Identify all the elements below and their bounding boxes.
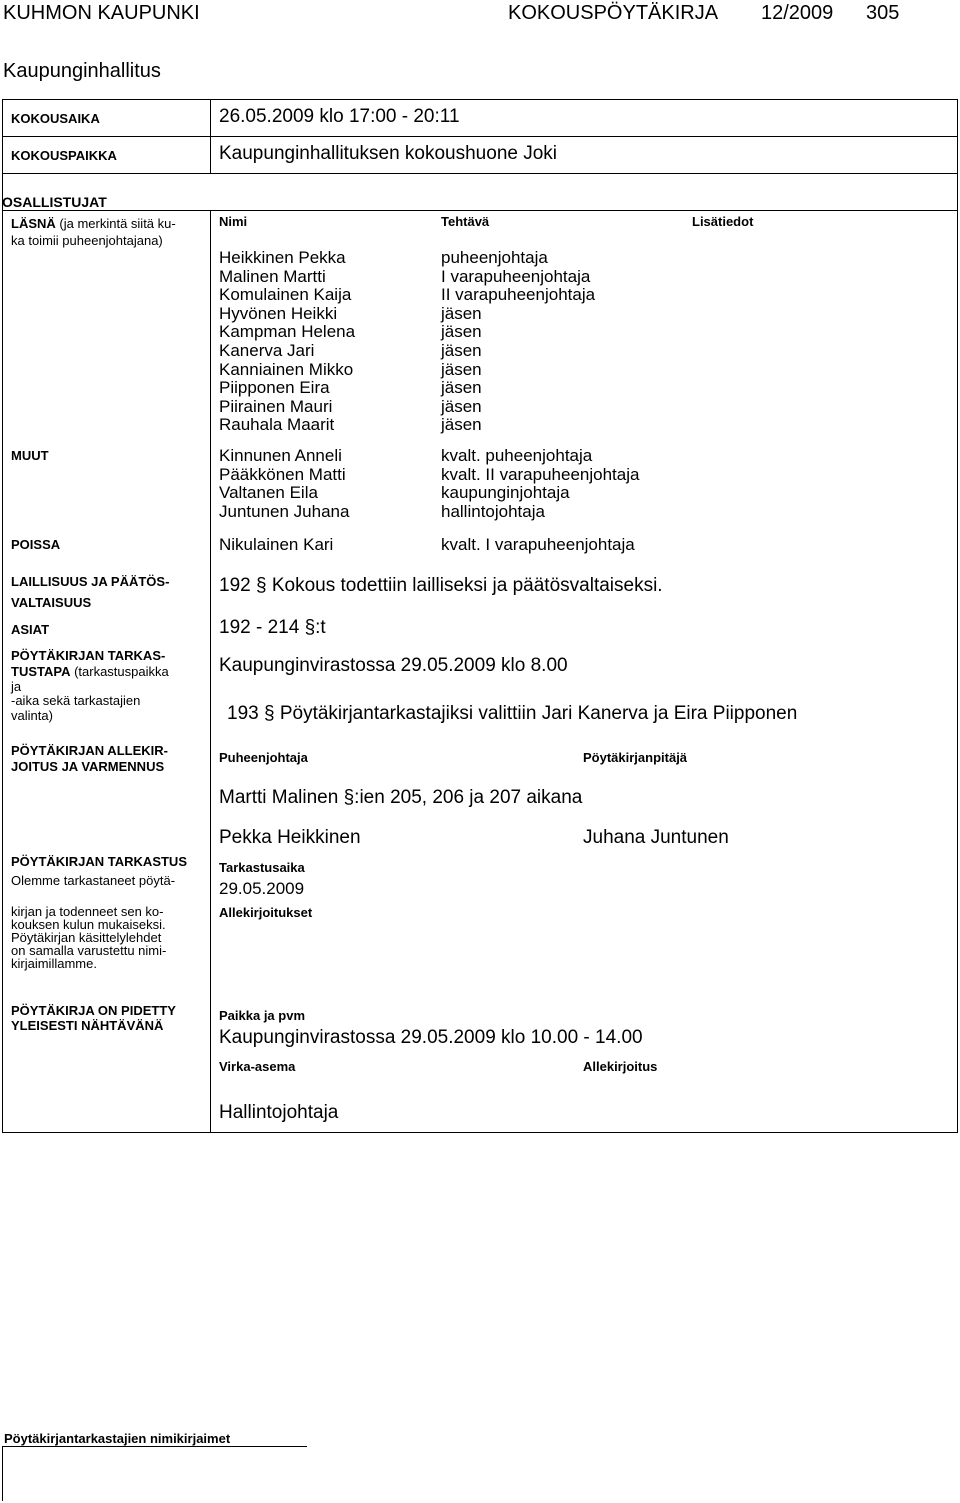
review-text-line: kirjaimillamme. <box>11 956 97 971</box>
legality-label-line1: LAILLISUUS JA PÄÄTÖS- <box>11 574 170 589</box>
rule <box>2 1132 958 1133</box>
signing-label-line2: JOITUS JA VARMENNUS <box>11 759 165 774</box>
meeting-time-label: KOKOUSAIKA <box>11 111 100 126</box>
participant-name: Kanniainen Mikko <box>219 359 354 379</box>
legality-value: 192 § Kokous todettiin lailliseksi ja päätösvaltaiseksi. <box>219 575 663 596</box>
items-value: 192 - 214 §:t <box>219 617 326 638</box>
participant-name: Malinen Martti <box>219 266 326 286</box>
items-label: ASIAT <box>11 622 50 637</box>
public-place-value: Kaupunginvirastossa 29.05.2009 klo 10.00 - 14.00 <box>219 1027 643 1048</box>
participant-role: jäsen <box>441 341 482 360</box>
checking-label-line4: -aika sekä tarkastajien <box>11 693 141 708</box>
review-text-line: kouksen kulun mukaiseksi. <box>11 917 166 932</box>
meeting-time-value: 26.05.2009 klo 17:00 - 20:11 <box>219 106 460 127</box>
page-number: 305 <box>866 2 900 24</box>
others-label: MUUT <box>11 448 49 463</box>
participant-role: II varapuheenjohtaja <box>441 285 596 305</box>
participant-role: kvalt. puheenjohtaja <box>441 446 593 465</box>
present-label-bold: LÄSNÄ <box>11 216 56 231</box>
participant-name: Rauhala Maarit <box>219 415 335 435</box>
participant-role: kvalt. I varapuheenjohtaja <box>441 535 635 554</box>
participant-name: Kanerva Jari <box>219 341 315 360</box>
body-name: Kaupunginhallitus <box>3 60 161 82</box>
rule <box>2 173 958 174</box>
participant-name: Heikkinen Pekka <box>219 248 346 267</box>
rule <box>2 99 3 1133</box>
review-text-rest <box>11 905 207 970</box>
column-name-header: Nimi <box>219 214 248 229</box>
review-time-label: Tarkastusaika <box>219 860 305 875</box>
checking-label-line2 <box>11 664 169 679</box>
participant-role: I varapuheenjohtaja <box>441 266 591 286</box>
position-value: Hallintojohtaja <box>219 1102 339 1123</box>
checking-label-line2-bold: TUSTAPA <box>11 664 71 679</box>
participant-name: Kinnunen Anneli <box>219 446 342 465</box>
participant-name: Nikulainen Kari <box>219 535 334 554</box>
participant-name: Hyvönen Heikki <box>219 303 338 323</box>
review-label: PÖYTÄKIRJAN TARKASTUS <box>11 854 187 869</box>
public-label-line1: PÖYTÄKIRJA ON PIDETTY <box>11 1003 176 1018</box>
legality-label-line2: VALTAISUUS <box>11 595 92 610</box>
signing-label-line1: PÖYTÄKIRJAN ALLEKIR- <box>11 743 168 758</box>
chair-label: Puheenjohtaja <box>219 750 308 765</box>
participant-name: Piirainen Mauri <box>219 396 333 416</box>
checking-label-line3: ja <box>11 679 22 694</box>
review-signatures-label: Allekirjoitukset <box>219 905 313 920</box>
initials-rule <box>2 1446 3 1501</box>
checking-selection: 193 § Pöytäkirjantarkastajiksi valittiin Jari Kanerva ja Eira Piipponen <box>227 703 798 724</box>
present-label <box>11 216 176 231</box>
secretary-name: Juhana Juntunen <box>583 827 729 848</box>
public-label-line2: YLEISESTI NÄHTÄVÄNÄ <box>11 1018 164 1033</box>
participant-name: Komulainen Kaija <box>219 285 352 305</box>
position-label: Virka-asema <box>219 1059 296 1074</box>
checking-label-line1: PÖYTÄKIRJAN TARKAS- <box>11 648 166 663</box>
rule <box>2 99 958 100</box>
absent-label: POISSA <box>11 537 61 552</box>
chair-name: Pekka Heikkinen <box>219 827 361 848</box>
organization-name: KUHMON KAUPUNKI <box>3 2 200 24</box>
review-time-value: 29.05.2009 <box>219 879 305 898</box>
present-label-rest: (ja merkintä siitä ku- <box>55 216 176 231</box>
chair-note: Martti Malinen §:ien 205, 206 ja 207 aikana <box>219 787 583 808</box>
participant-name: Valtanen Eila <box>219 483 318 503</box>
participant-name: Pääkkönen Matti <box>219 464 346 484</box>
participants-title: OSALLISTUJAT <box>2 194 107 210</box>
document-number: 12/2009 <box>761 2 834 24</box>
rule <box>957 99 958 1133</box>
column-role-header: Tehtävä <box>441 214 490 229</box>
review-text-line: kirjan ja todenneet sen ko- <box>11 904 164 919</box>
document-type: KOKOUSPÖYTÄKIRJA <box>508 2 719 24</box>
checking-label-line5: valinta) <box>11 708 53 723</box>
participant-name: Kampman Helena <box>219 322 356 342</box>
initials-rule <box>2 1446 307 1447</box>
rule <box>2 136 958 137</box>
participant-role: puheenjohtaja <box>441 248 548 267</box>
participant-name: Juntunen Juhana <box>219 501 350 521</box>
meeting-place-value: Kaupunginhallituksen kokoushuone Joki <box>219 143 558 164</box>
column-info-header: Lisätiedot <box>692 214 754 229</box>
participant-role: jäsen <box>441 415 482 435</box>
participant-name: Piipponen Eira <box>219 378 330 398</box>
checking-place: Kaupunginvirastossa 29.05.2009 klo 8.00 <box>219 655 568 676</box>
participant-role: hallintojohtaja <box>441 501 545 521</box>
rule <box>210 99 211 174</box>
review-text-line1: Olemme tarkastaneet pöytä- <box>11 873 176 888</box>
participant-role: kaupunginjohtaja <box>441 483 570 503</box>
secretary-label: Pöytäkirjanpitäjä <box>583 750 688 765</box>
initials-label: Pöytäkirjantarkastajien nimikirjaimet <box>4 1431 231 1446</box>
participant-role: jäsen <box>441 378 482 398</box>
participant-role: jäsen <box>441 322 482 342</box>
rule <box>2 210 958 211</box>
participant-role: jäsen <box>441 359 482 379</box>
participant-role: jäsen <box>441 396 482 416</box>
signature-label: Allekirjoitus <box>583 1059 658 1074</box>
public-place-label: Paikka ja pvm <box>219 1008 305 1023</box>
checking-label-line2-rest: (tarkastuspaikka <box>70 664 169 679</box>
review-text-line: Pöytäkirjan käsittelylehdet <box>11 930 162 945</box>
present-label-line2: ka toimii puheenjohtajana) <box>11 233 163 248</box>
review-text-line: on samalla varustettu nimi- <box>11 943 167 958</box>
meeting-place-label: KOKOUSPAIKKA <box>11 148 117 163</box>
rule <box>210 210 211 1133</box>
participant-role: kvalt. II varapuheenjohtaja <box>441 464 640 484</box>
participant-role: jäsen <box>441 303 482 323</box>
